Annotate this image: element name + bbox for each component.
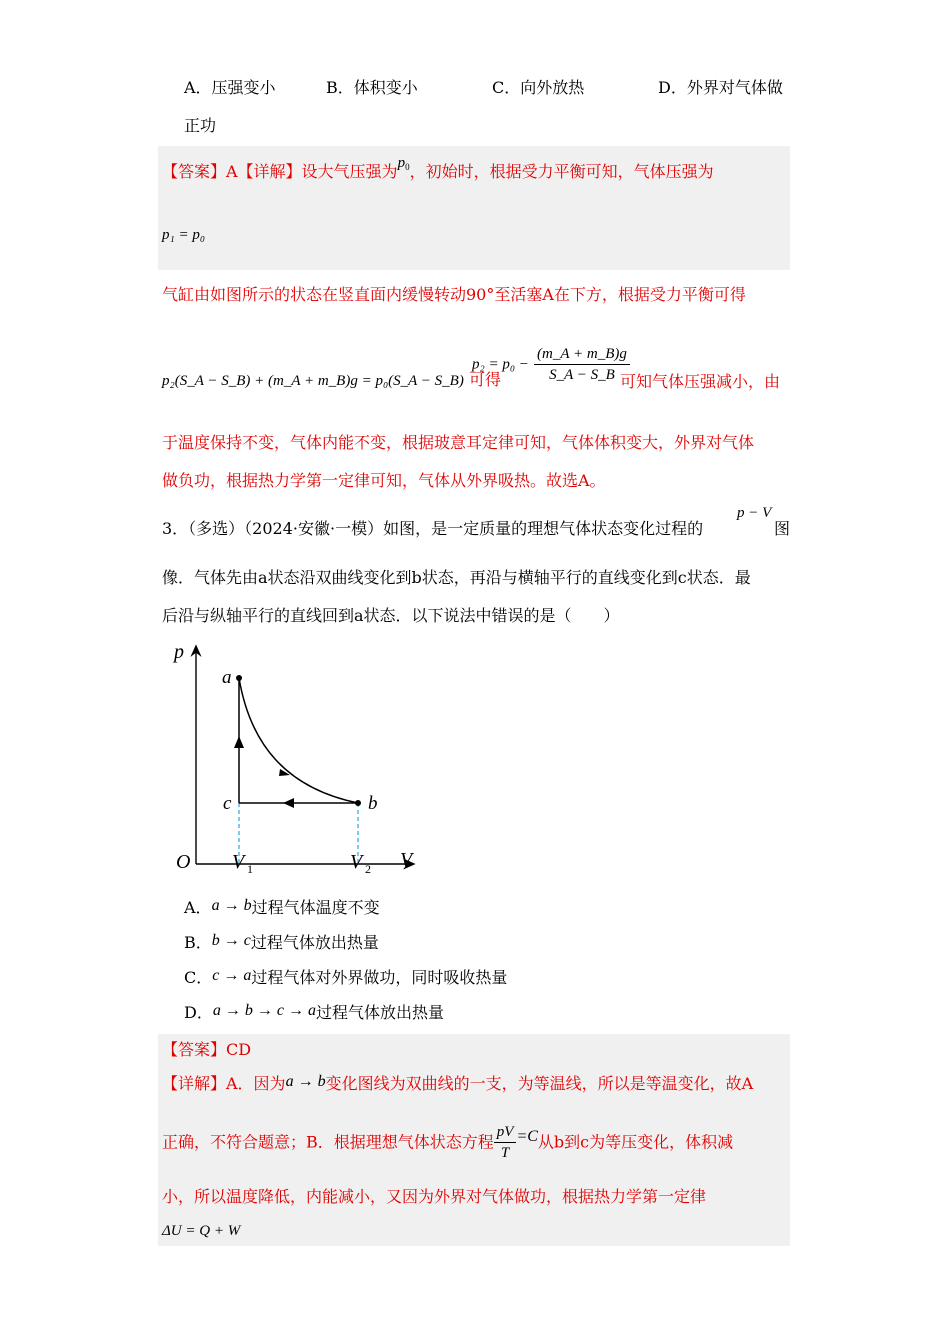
option-a: A．压强变小 [184,78,276,97]
q3-option-c: C．c → a过程气体对外界做功，同时吸收热量 [184,967,508,987]
arrow-bc [283,798,294,808]
q3-option-d: D．a → b → c → a过程气体放出热量 [184,1002,444,1022]
point-a [236,675,242,681]
label-v1: V [232,851,245,873]
q3-detail-line1: 【详解】A．因为a → b变化图线为双曲线的一支，为等温线，所以是等温变化，故A [162,1073,754,1093]
answer-line3: p₂(S_A − S_B) + (m_A + m_B)g = p₀(S_A − S_B) 可得 [162,370,501,389]
answer-line4: 于温度保持不变，气体内能不变，根据玻意耳定律可知，气体体积变大，外界对气体 [162,433,755,452]
equation-p2: p₂ = p₀ − $\frac{(m\_A + m\_B)g}{S\_A - S\_B}$ [472,344,630,385]
q3-detail-line2: 正确，不符合题意；B．根据理想气体状态方程 $\frac{pV}{T}$ =C从b到c为等压变化，体积减 [162,1124,734,1161]
question3-stem-line2: 像．气体先由a状态沿双曲线变化到b状态，再沿与横轴平行的直线变化到c状态．最 [162,568,751,587]
q3-detail-line3: 小，所以温度降低，内能减小，又因为外界对气体做功，根据热力学第一定律 [162,1187,707,1206]
equation-p1: p₁ = p₀ [162,227,206,243]
tu-char: 图 [774,519,791,538]
equation-balance: p₂(S_A − S_B) + (m_A + m_B)g = p₀(S_A − S_B) [162,373,464,389]
answer-line1: 【答案】A【详解】设大气压强为$p_0$，初始时，根据受力平衡可知，气体压强为 [162,155,714,181]
label-o: O [176,851,191,873]
label-v2-sub: 2 [365,862,371,876]
answer-line3-suffix: 可知气体压强减小，由 [620,372,781,391]
label-b: b [368,793,378,814]
q3-answer: 【答案】CD [162,1040,252,1059]
first-law-equation: ΔU = Q + W [162,1223,241,1239]
p0-symbol: p [397,155,406,171]
answer-line5: 做负功，根据热力学第一定律可知，气体从外界吸热。故选A。 [162,471,606,490]
question3-stem-line1: 3．（多选）（2024·安徽·一模）如图，是一定质量的理想气体状态变化过程的 [162,519,704,538]
pv-label: p − V [737,505,772,521]
answer-line2: 气缸由如图所示的状态在竖直面内缓慢转动90°至活塞A在下方，根据受力平衡可得 [162,285,746,304]
option-d: D．外界对气体做 [658,78,783,97]
option-d-continuation: 正功 [184,116,217,135]
option-c: C．向外放热 [492,78,585,97]
question3-stem-line3: 后沿与纵轴平行的直线回到a状态．以下说法中错误的是（ ） [162,606,620,625]
label-c: c [223,793,232,814]
label-v: V [400,849,413,871]
label-v1-sub: 1 [247,862,253,876]
label-a: a [222,667,232,688]
isotherm-curve-ab [239,678,358,803]
q3-option-a: A．a → b过程气体温度不变 [184,897,380,917]
option-b: B．体积变小 [326,78,418,97]
point-b [355,800,361,806]
pv-diagram [170,638,430,878]
arrow-ca [234,736,244,748]
label-v2: V [350,851,363,873]
q3-option-b: B．b → c过程气体放出热量 [184,932,379,952]
label-p: p [174,641,184,663]
